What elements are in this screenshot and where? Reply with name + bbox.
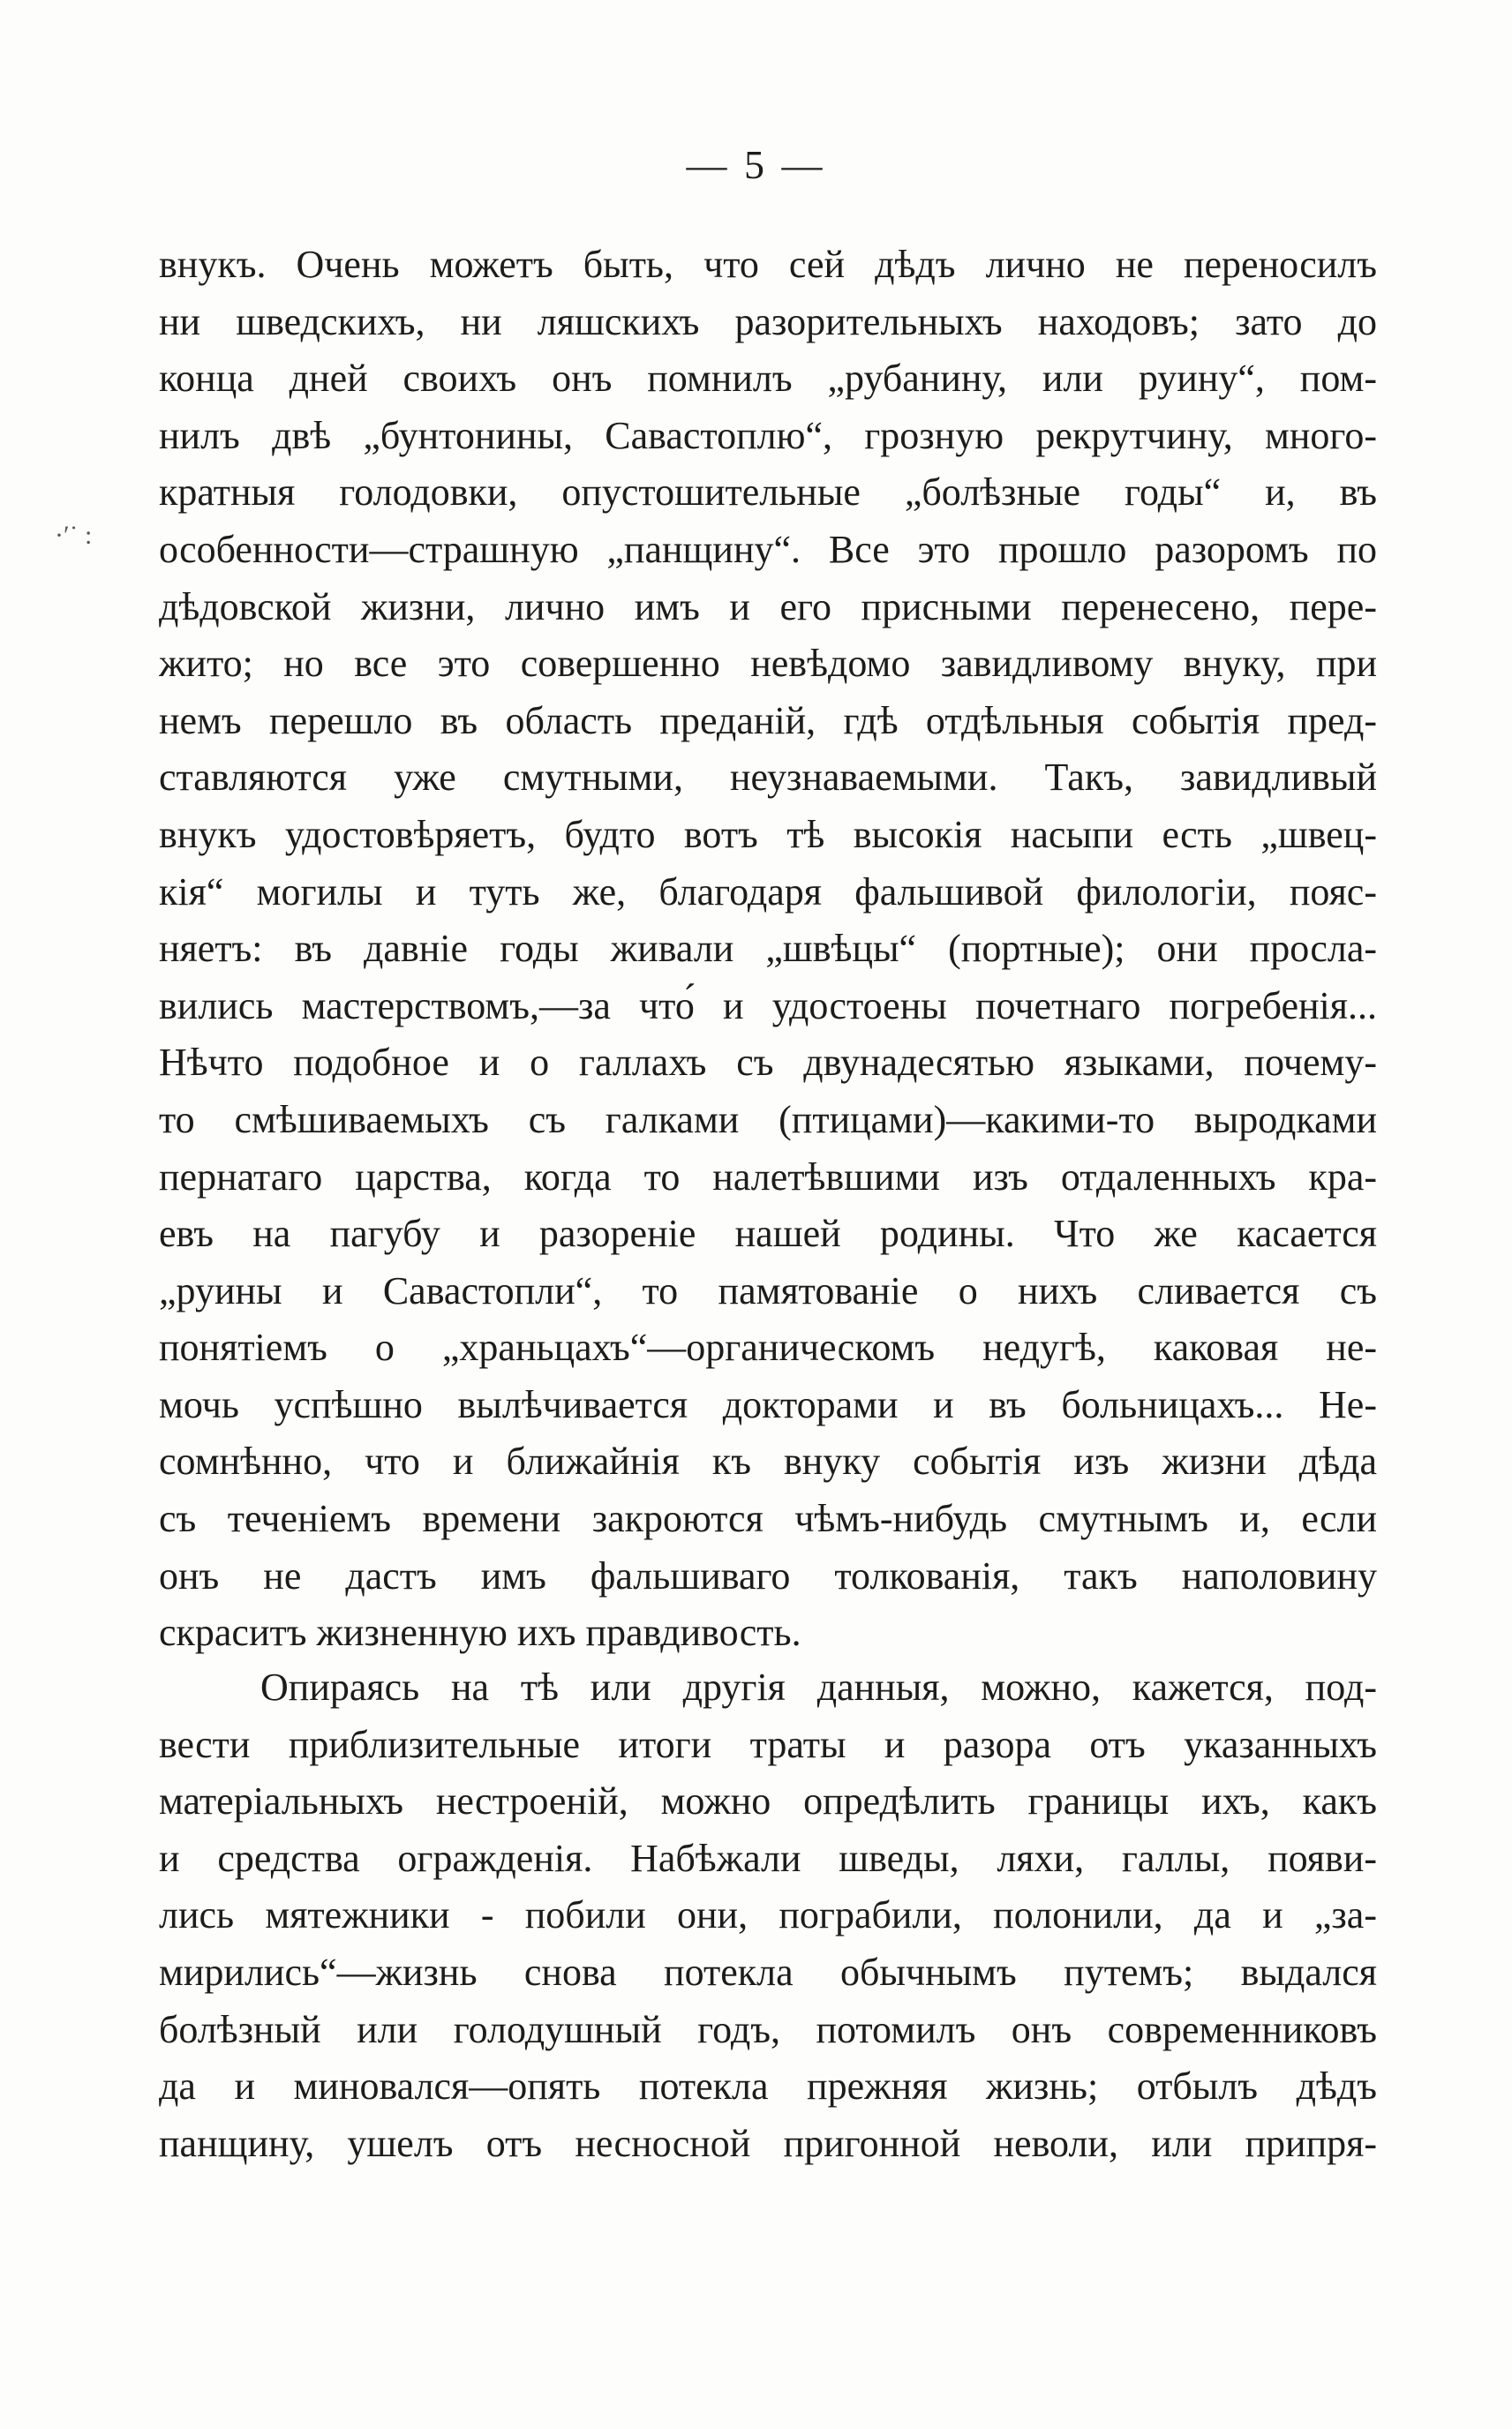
paragraph-1 xyxy=(159,237,1377,1662)
text-line: болѣзный или голодушный годъ, потомилъ онъ современниковъ xyxy=(159,2007,1377,2051)
paragraph-2 xyxy=(159,1659,1377,2172)
text-line: сомнѣнно, что и ближайнія къ внуку событія изъ жизни дѣда xyxy=(159,1440,1377,1484)
text-line: онъ не дастъ имъ фальшиваго толкованія, такъ наполовину xyxy=(159,1553,1377,1598)
text-line: вились мастерствомъ,—за что́ и удостоены почетнаго погребенія... xyxy=(159,983,1377,1027)
text-line: евъ на пагубу и разореніе нашей родины. Что же касается xyxy=(159,1212,1377,1256)
text-line: особенности—страшную „панщину“. Все это прошло разоромъ по xyxy=(159,527,1377,571)
text-line: съ теченіемъ времени закроются чѣмъ-нибудь смутнымъ и, если xyxy=(159,1497,1377,1541)
text-line: панщину, ушелъ отъ несносной пригонной неволи, или припря- xyxy=(159,2121,1377,2165)
text-line: жито; но все это совершенно невѣдомо завидливому внуку, при xyxy=(159,642,1377,686)
text-line: то смѣшиваемыхъ съ галками (птицами)—какими-то выродками xyxy=(159,1097,1377,1141)
text-line: ни шведскихъ, ни ляшскихъ разорительныхъ находовъ; зато до xyxy=(159,299,1377,343)
text-line: „руины и Савастопли“, то памятованіе о нихъ сливается съ xyxy=(159,1268,1377,1312)
margin-mark: ·ʹ˙ : xyxy=(55,521,93,550)
text-line: конца дней своихъ онъ помнилъ „рубанину, или руину“, пом- xyxy=(159,357,1377,401)
text-line: скраситъ жизненную ихъ правдивость. xyxy=(159,1611,801,1655)
text-line: матеріальныхъ нестроеній, можно опредѣлить границы ихъ, какъ xyxy=(159,1779,1377,1824)
text-line: кратныя голодовки, опустошительные „болѣзные годы“ и, въ xyxy=(159,470,1377,515)
text-line: кія“ могилы и туть же, благодаря фальшивой филологіи, пояс- xyxy=(159,869,1377,914)
page-number: — 5 — xyxy=(686,142,826,187)
text-line: лись мятежники - побили они, пограбили, полонили, да и „за- xyxy=(159,1893,1377,1937)
text-line: и средства огражденія. Набѣжали шведы, ляхи, галлы, появи- xyxy=(159,1836,1377,1880)
text-line: вести приблизительные итоги траты и разора отъ указанныхъ xyxy=(159,1722,1377,1766)
text-line: Нѣчто подобное и о галлахъ съ двунадесятью языками, почему- xyxy=(159,1041,1377,1085)
text-line: внукъ удостовѣряетъ, будто вотъ тѣ высокія насыпи есть „швец- xyxy=(159,812,1377,856)
text-line: да и миновался—опять потекла прежняя жизнь; отбылъ дѣдъ xyxy=(159,2064,1377,2109)
text-line: внукъ. Очень можетъ быть, что сей дѣдъ лично не переносилъ xyxy=(159,243,1377,286)
text-line: дѣдовской жизни, лично имъ и его присными перенесено, пере- xyxy=(159,584,1377,628)
text-line: нилъ двѣ „бунтонины, Савастоплю“, грозную рекрутчину, много- xyxy=(159,413,1377,457)
text-line: мирились“—жизнь снова потекла обычнымъ путемъ; выдался xyxy=(159,1950,1377,1994)
text-line: пернатаго царства, когда то налетѣвшими изъ отдаленныхъ кра- xyxy=(159,1154,1377,1199)
text-line: мочь успѣшно вылѣчивается докторами и въ больницахъ... Не- xyxy=(159,1382,1377,1426)
text-line: Опираясь на тѣ или другія данныя, можно, кажется, под- xyxy=(260,1666,1377,1709)
text-line: няетъ: въ давніе годы живали „швѣцы“ (портные); они просла- xyxy=(159,927,1377,971)
text-line: ставляются уже смутными, неузнаваемыми. Такъ, завидливый xyxy=(159,756,1377,800)
text-line: немъ перешло въ область преданій, гдѣ отдѣльныя событія пред- xyxy=(159,698,1377,742)
text-line: понятіемъ о „храньцахъ“—органическомъ недугѣ, каковая не- xyxy=(159,1326,1377,1370)
